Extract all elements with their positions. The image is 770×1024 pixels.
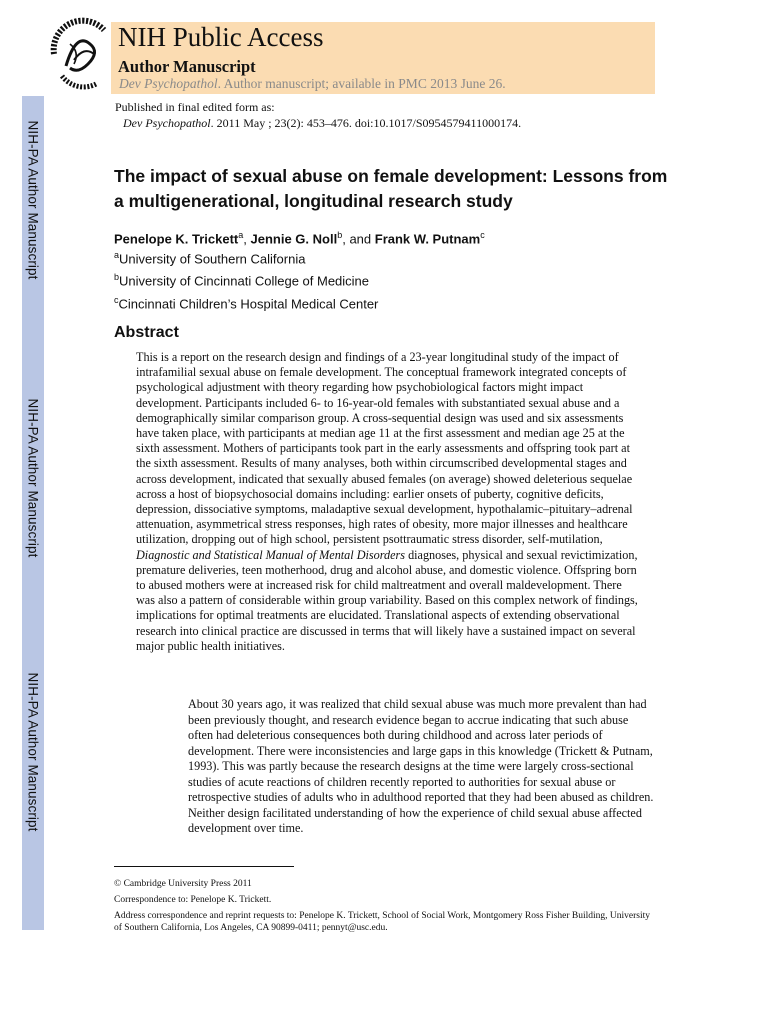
affiliation-text: University of Cincinnati College of Medicine — [119, 273, 370, 289]
author-sup: b — [337, 230, 343, 240]
author-manuscript-label: Author Manuscript — [118, 57, 256, 76]
side-label-2: NIH-PA Author Manuscript — [25, 398, 41, 558]
author-separator: , and — [342, 231, 375, 247]
journal-name: Dev Psychopathol — [119, 76, 218, 91]
copyright-footnote: © Cambridge University Press 2011 — [114, 879, 252, 889]
abstract-text-part2: diagnoses, physical and sexual revictimization, premature deliveries, teen motherhood, drug and alcohol abuse, and domestic violence. Offspring born to abused mothers were at increased risk for child maltreatment and overall maldevelopment. There was also a pattern of considerable within group variability. Based on this complex network of findings, implications for optimal treatments are elucidated. Translational aspects of extending observational research into clinical practice are discussed in terms that will likely have a sustained impact on several major public health initiatives. — [136, 547, 638, 653]
affiliation-text: Cincinnati Children’s Hospital Medical Center — [118, 296, 379, 312]
author-sup: c — [480, 230, 485, 240]
abstract-heading: Abstract — [114, 324, 179, 341]
published-citation — [123, 116, 521, 131]
affiliation-sup: a — [114, 250, 120, 260]
published-label: Published in final edited form as: — [115, 100, 275, 114]
nih-public-access-title: NIH Public Access — [118, 22, 324, 52]
affiliation-text: University of Southern California — [119, 251, 306, 267]
abstract-text-italic: Diagnostic and Statistical Manual of Mental Disorders — [136, 547, 406, 562]
side-label-1: NIH-PA Author Manuscript — [25, 120, 41, 280]
footnote-divider — [114, 866, 294, 867]
published-details: . 2011 May ; 23(2): 453–476. doi:10.1017/S0954579411000174. — [210, 116, 522, 130]
abstract-text-part1: This is a report on the research design and findings of a 23-year longitudinal study of the impact of intrafamilial sexual abuse on female development. The conceptual framework integrated concepts of psychological adjustment with theory regarding how psychobiological factors might impact development. Participants included 6- to 16-year-old females with substantiated sexual abuse and a demographically similar comparison group. A cross-sequential design was used and six assessments have taken place, with participants at median age 11 at the first assessment and median age 25 at the sixth assessment. Mothers of participants took part in the early assessments and offspring took part at the sixth assessment. Results of many analyses, both within circumscribed developmental stages and across development, indicated that sexually abused females (on average) showed deleterious sequelae across a host of biopsychosocial domains including: earlier onsets of puberty, cognitive deficits, depression, dissociative symptoms, maladaptive sexual development, hypothalamic–pituitary–adrenal attenuation, asymmetrical stress responses, high rates of obesity, more major illnesses and healthcare utilization, dropping out of high school, persistent psottraumatic stress disorder, self-mutilation, — [136, 350, 633, 547]
author-name: Jennie G. Noll — [250, 231, 338, 247]
paper-title: The impact of sexual abuse on female development: Lessons from a multigenerational, longitudinal research study — [114, 166, 668, 211]
intro-paragraph: About 30 years ago, it was realized that child sexual abuse was much more prevalent than had been previously thought, and research evidence began to accrue indicating that such abuse often had deleterious consequences both during childhood and across later periods of development. There were inconsistencies and large gaps in this knowledge (Trickett & Putnam, 1993). This was partly because the research designs at the time were largely cross-sectional studies of acute reactions of children recently reported to authorities for sexual abuse or retrospective studies of adults who in adulthood reported that they had been abused as children. Neither design facilitated understanding of how the experience of child sexual abuse affected development over time. — [188, 697, 654, 835]
author-name: Penelope K. Trickett — [114, 231, 239, 247]
availability-text: . Author manuscript; available in PMC 2013 June 26. — [217, 76, 506, 91]
author-sup: a — [238, 230, 244, 240]
affiliation-sup: c — [114, 295, 119, 305]
author-list — [114, 230, 485, 246]
author-name: Frank W. Putnam — [374, 231, 481, 247]
author-separator: , — [243, 231, 251, 247]
address-footnote: Address correspondence and reprint requests to: Penelope K. Trickett, School of Social Work, Montgomery Ross Fisher Building, University of Southern California, Los Angeles, CA 90899-0411; pennyt@usc.edu. — [114, 911, 651, 933]
published-journal: Dev Psychopathol — [123, 116, 211, 130]
abstract-body — [136, 350, 640, 654]
affiliation-sup: b — [114, 272, 120, 282]
side-label-3: NIH-PA Author Manuscript — [25, 672, 41, 832]
affiliation-b — [114, 272, 369, 288]
correspondence-footnote: Correspondence to: Penelope K. Trickett. — [114, 895, 272, 905]
affiliation-a — [114, 250, 305, 266]
availability-note — [119, 76, 506, 92]
affiliation-c — [114, 295, 378, 311]
nih-seal-icon — [44, 14, 122, 92]
